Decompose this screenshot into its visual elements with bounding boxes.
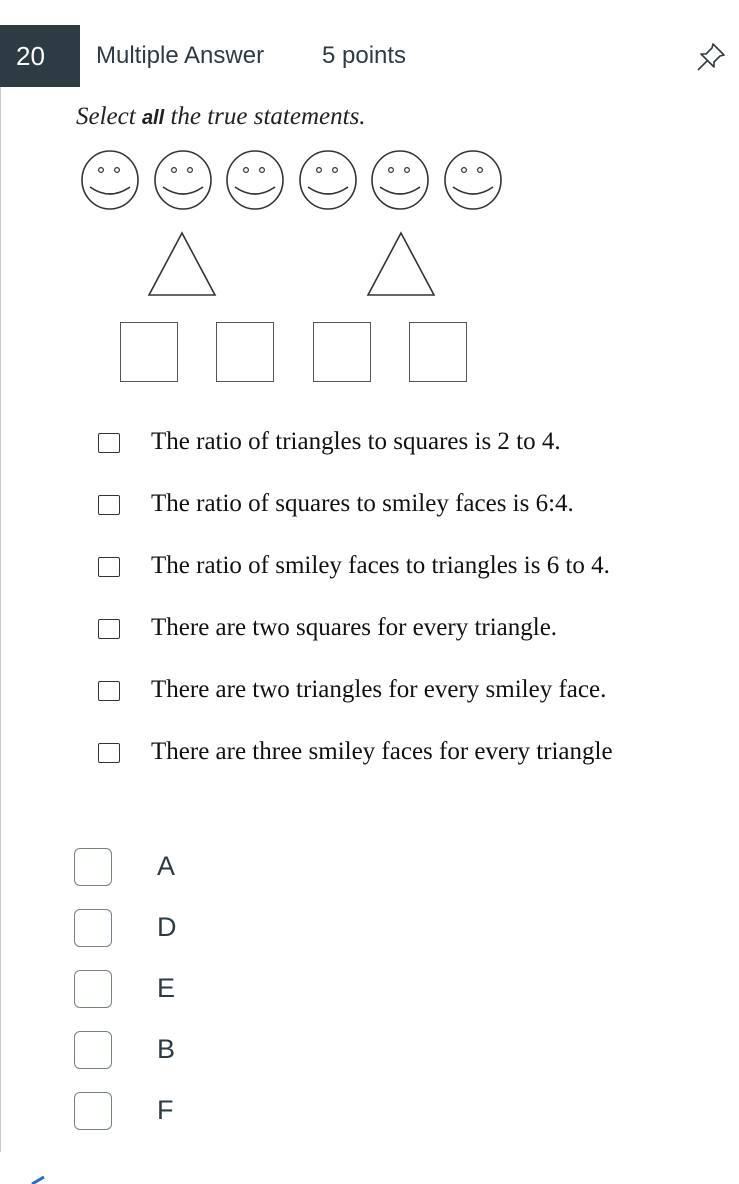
- statement-text: The ratio of squares to smiley faces is 6:4.: [151, 490, 574, 517]
- statement-d: [0, 610, 739, 650]
- prompt-text-before: Select: [76, 103, 142, 130]
- statement-checkbox-icon: [98, 495, 120, 515]
- question-type: Multiple Answer: [96, 42, 265, 69]
- answer-option-d[interactable]: [0, 903, 739, 953]
- statement-text: There are two squares for every triangle.: [151, 614, 558, 641]
- answer-checkbox[interactable]: [74, 909, 112, 947]
- answer-label[interactable]: D: [157, 912, 177, 942]
- statement-checkbox-icon: [98, 433, 120, 453]
- answer-checkbox[interactable]: [74, 970, 112, 1008]
- statement-text: The ratio of smiley faces to triangles is 6 to 4.: [151, 552, 610, 579]
- square-shape: [216, 322, 274, 382]
- triangle-shape: [147, 231, 217, 297]
- prompt-emphasis: all: [141, 107, 165, 129]
- answer-checkbox[interactable]: [74, 848, 112, 886]
- answer-option-a[interactable]: [0, 842, 739, 892]
- statement-text: The ratio of triangles to squares is 2 to 4.: [151, 428, 561, 455]
- smiley-face-icon: [298, 149, 358, 211]
- statement-checkbox-icon: [98, 557, 120, 577]
- answer-option-f[interactable]: [0, 1086, 739, 1136]
- statement-e: [0, 672, 739, 712]
- smiley-face-icon: [225, 149, 285, 211]
- smiley-face-icon: [443, 149, 503, 211]
- statement-checkbox-icon: [98, 681, 120, 701]
- partial-arrow-icon: [30, 1176, 48, 1184]
- question-header: [0, 22, 739, 88]
- answer-option-e[interactable]: [0, 964, 739, 1014]
- answer-checkbox[interactable]: [74, 1031, 112, 1069]
- answer-option-b[interactable]: [0, 1025, 739, 1075]
- square-shape: [409, 322, 467, 382]
- statement-text: There are three smiley faces for every triangle: [151, 738, 613, 765]
- ratio-figure: [0, 140, 739, 400]
- prompt-text-after: the true statements.: [164, 103, 366, 130]
- smiley-face-icon: [80, 149, 140, 211]
- statement-c: [0, 548, 739, 588]
- statement-checkbox-icon: [98, 619, 120, 639]
- pin-icon[interactable]: [694, 40, 728, 74]
- square-shape: [120, 322, 178, 382]
- triangle-shape: [366, 231, 436, 297]
- smiley-face-icon: [153, 149, 213, 211]
- answer-label[interactable]: E: [157, 973, 176, 1003]
- statement-b: [0, 486, 739, 526]
- answer-checkbox[interactable]: [74, 1092, 112, 1130]
- question-prompt: [76, 103, 366, 131]
- answer-label[interactable]: B: [157, 1034, 176, 1064]
- question-number: 20: [0, 25, 80, 87]
- statement-a: [0, 424, 739, 464]
- answer-label[interactable]: F: [157, 1095, 174, 1125]
- square-shape: [313, 322, 371, 382]
- statement-text: There are two triangles for every smiley face.: [151, 676, 607, 703]
- statement-checkbox-icon: [98, 743, 120, 763]
- smiley-face-icon: [370, 149, 430, 211]
- answer-label[interactable]: A: [157, 851, 176, 881]
- statement-f: [0, 734, 739, 774]
- question-points: 5 points: [322, 42, 407, 69]
